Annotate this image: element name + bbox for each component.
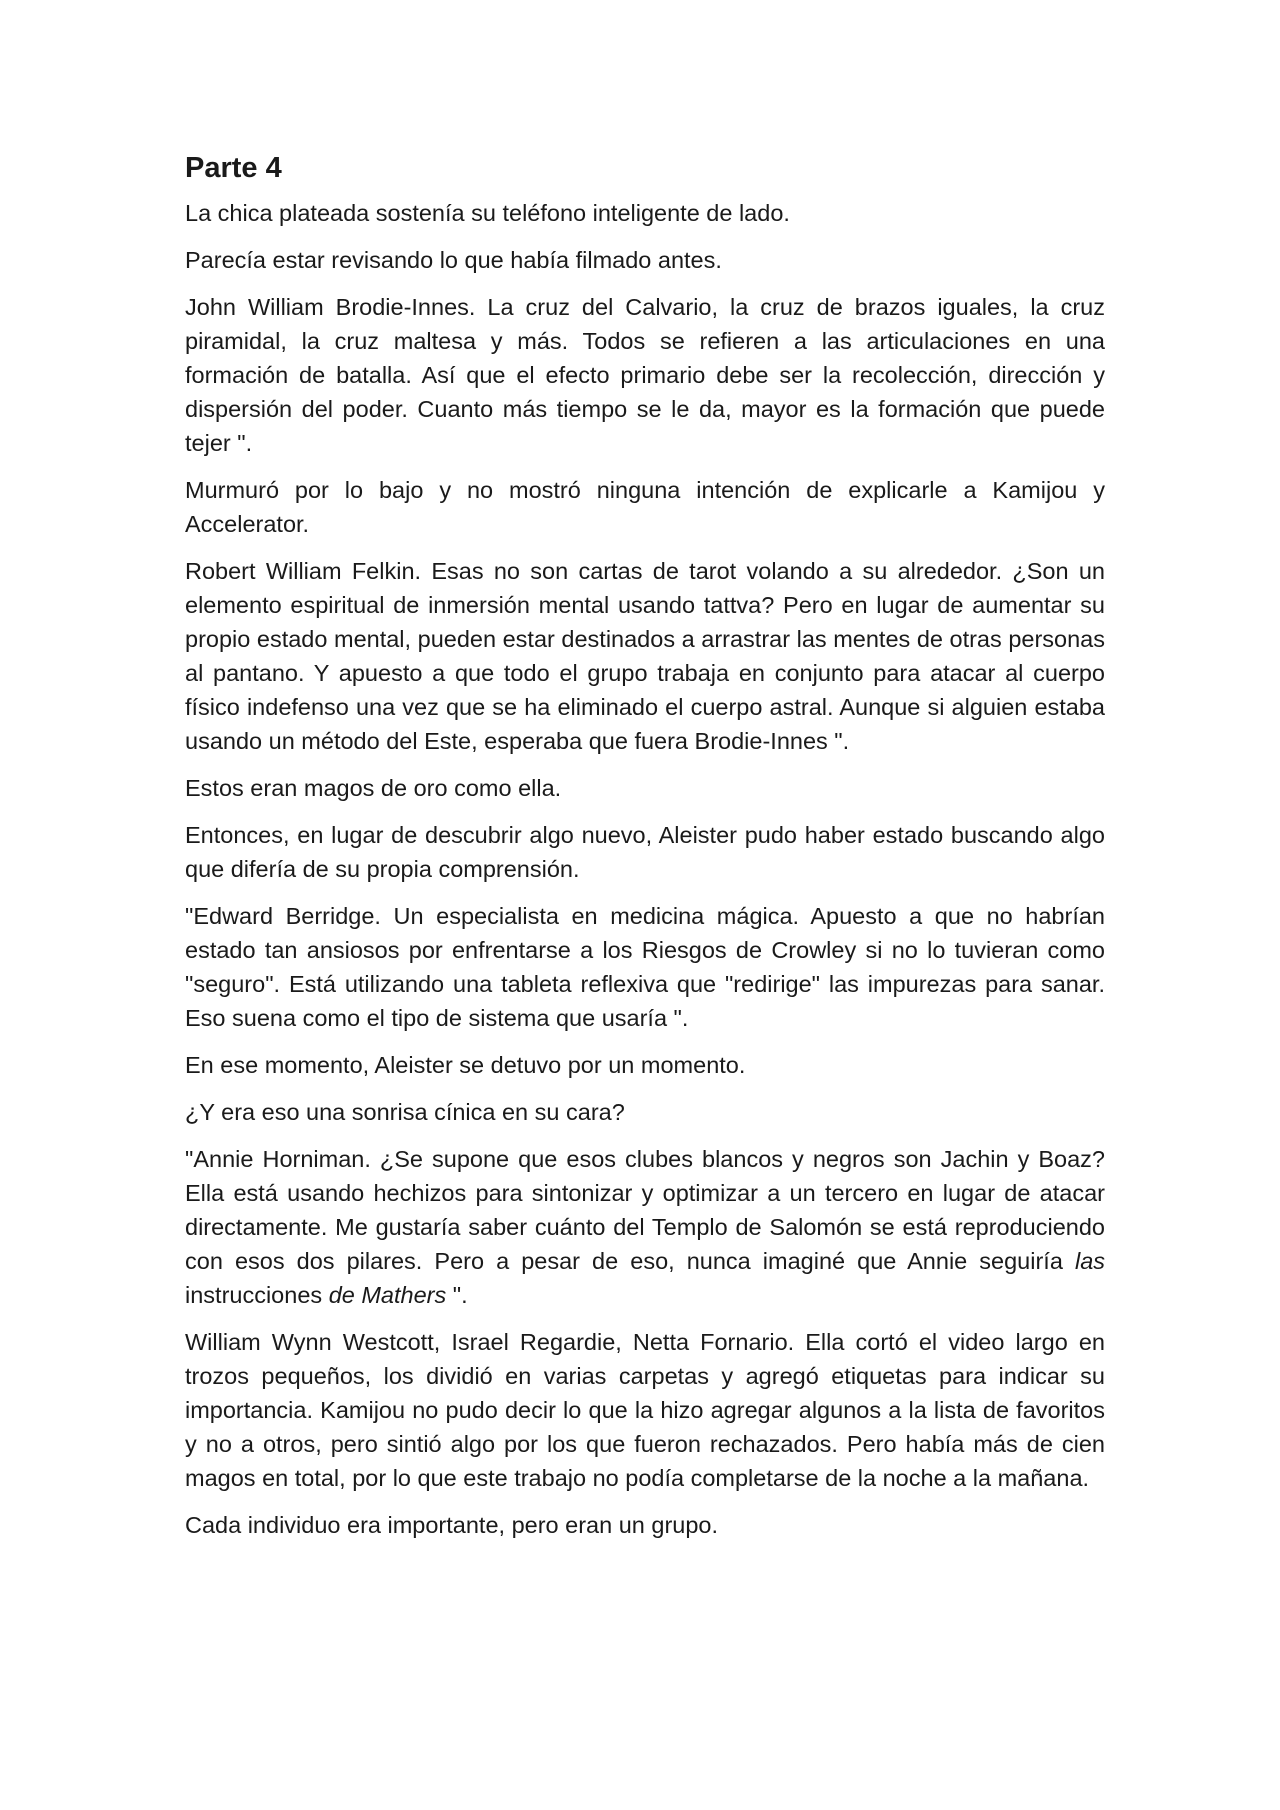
paragraph-8: "Edward Berridge. Un especialista en medicina mágica. Apuesto a que no habrían estado tan ansiosos por enfrentarse a los Riesgos de Crowley si no lo tuvieran como "seguro". Está utilizando una tableta reflexiva que "redirige" las impurezas para sanar. Eso suena como el tipo de sistema que usaría ". bbox=[185, 903, 1105, 1031]
annie-italic-las: las bbox=[1074, 1248, 1106, 1274]
paragraph-1: La chica plateada sostenía su teléfono inteligente de lado. bbox=[185, 200, 790, 226]
paragraph-2: Parecía estar revisando lo que había filmado antes. bbox=[185, 247, 722, 273]
paragraph-3: John William Brodie-Innes. La cruz del Calvario, la cruz de brazos iguales, la cruz piramidal, la cruz maltesa y más. Todos se refieren a las articulaciones en una formación de batalla. Así que el efecto primario debe ser la recolección, dirección y dispersión del poder. Cuanto más tiempo se le da, mayor es la formación que puede tejer ". bbox=[185, 294, 1105, 456]
annie-text-end: ". bbox=[452, 1282, 468, 1308]
paragraph-annie bbox=[185, 1142, 1105, 1312]
paragraph-final: Cada individuo era importante, pero eran un grupo. bbox=[185, 1512, 719, 1538]
paragraph-10: ¿Y era eso una sonrisa cínica en su cara? bbox=[185, 1099, 625, 1125]
paragraph-6: Estos eran magos de oro como ella. bbox=[185, 775, 562, 801]
paragraph-7: Entonces, en lugar de descubrir algo nuevo, Aleister pudo haber estado buscando algo que difería de su propia comprensión. bbox=[185, 822, 1105, 882]
paragraph-9: En ese momento, Aleister se detuvo por un momento. bbox=[185, 1052, 746, 1078]
document-page bbox=[185, 150, 1105, 1555]
paragraph-5: Robert William Felkin. Esas no son cartas de tarot volando a su alrededor. ¿Son un elemento espiritual de inmersión mental usando tattva? Pero en lugar de aumentar su propio estado mental, pueden estar destinados a arrastrar las mentes de otras personas al pantano. Y apuesto a que todo el grupo trabaja en conjunto para atacar al cuerpo físico indefenso una vez que se ha eliminado el cuerpo astral. Aunque si alguien estaba usando un método del Este, esperaba que fuera Brodie-Innes ". bbox=[185, 558, 1105, 754]
annie-text-start: "Annie Horniman. ¿Se supone que esos clubes blancos y negros son Jachin y Boaz? Ella está usando hechizos para sintonizar y optimizar a un tercero en lugar de atacar directamente. Me gustaría saber cuánto del Templo de Salomón se está reproduciendo con esos dos pilares. Pero a pesar de eso, nunca imaginé que Annie seguiría bbox=[185, 1146, 1105, 1274]
chapter-heading: Parte 4 bbox=[185, 152, 282, 184]
paragraph-4: Murmuró por lo bajo y no mostró ninguna intención de explicarle a Kamijou y Accelerator. bbox=[185, 477, 1105, 537]
annie-italic-mathers: de Mathers bbox=[328, 1282, 447, 1308]
annie-text-middle: instrucciones bbox=[185, 1282, 323, 1308]
paragraph-westcott: William Wynn Westcott, Israel Regardie, Netta Fornario. Ella cortó el video largo en trozos pequeños, los dividió en varias carpetas y agregó etiquetas para indicar su importancia. Kamijou no pudo decir lo que la hizo agregar algunos a la lista de favoritos y no a otros, pero sintió algo por los que fueron rechazados. Pero había más de cien magos en total, por lo que este trabajo no podía completarse de la noche a la mañana. bbox=[185, 1329, 1105, 1491]
